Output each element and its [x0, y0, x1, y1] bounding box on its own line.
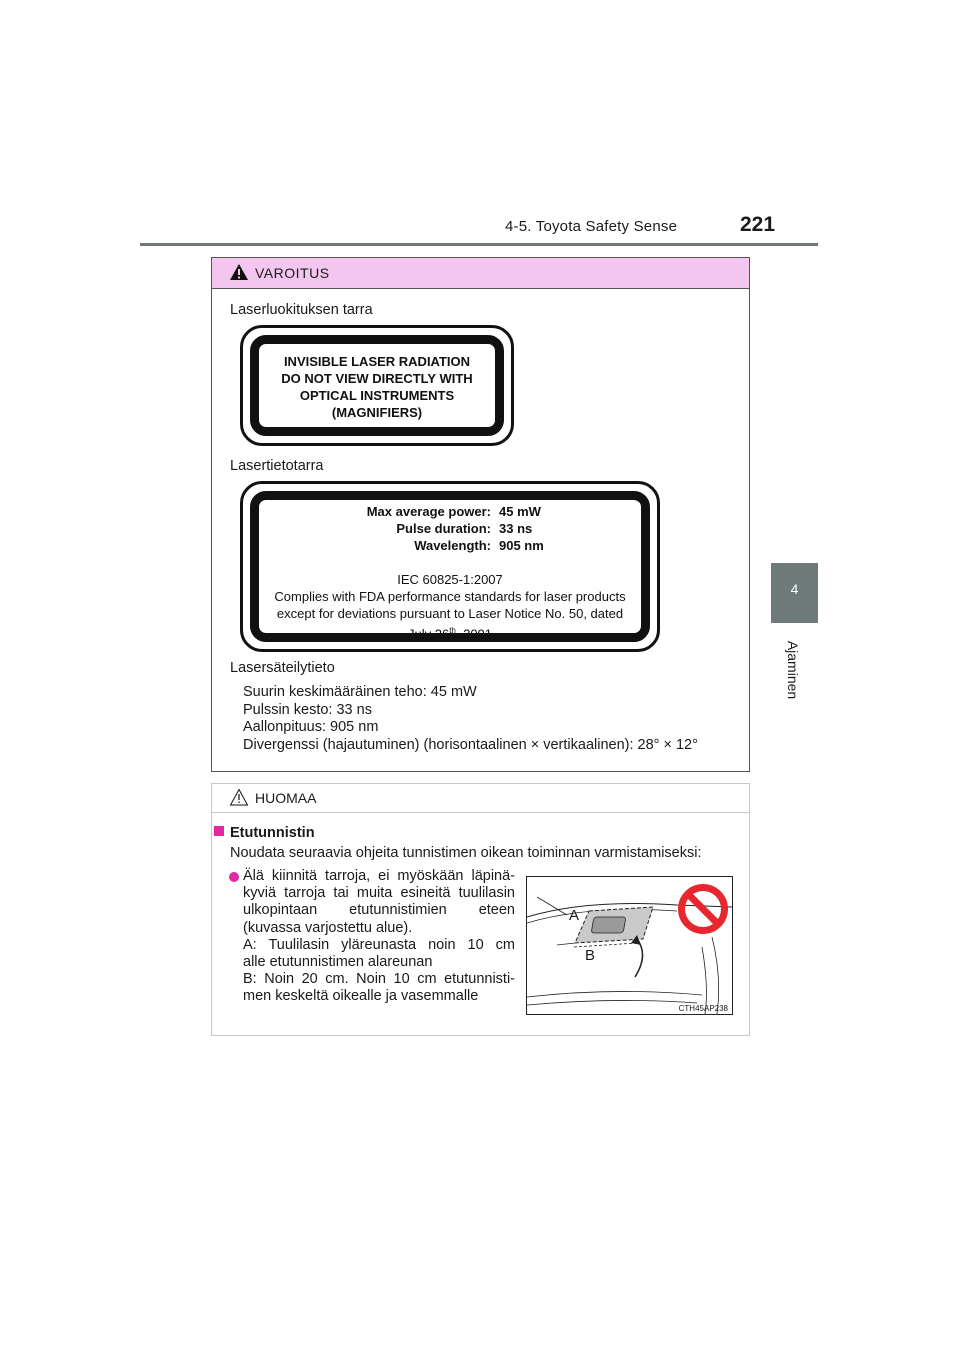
prohibited-icon — [677, 883, 729, 935]
sensor-area-illustration — [526, 876, 733, 1015]
label1-line: DO NOT VIEW DIRECTLY WITH — [281, 371, 473, 386]
figure-label-a: A — [569, 907, 580, 924]
label1-line: OPTICAL INSTRUMENTS — [299, 388, 455, 403]
info-line: Suurin keskimääräinen teho: 45 mW — [243, 684, 477, 700]
chapter-label: Ajaminen — [785, 640, 801, 700]
figure-code: CTH45AP238 — [678, 1004, 728, 1013]
label1-line: (MAGNIFIERS) — [331, 405, 423, 420]
notice-intro: Noudata seuraavia ohjeita tunnistimen oikean toiminnan varmistamiseksi: — [230, 845, 702, 861]
laser-warning-label — [240, 325, 514, 446]
info-caption: Lasersäteilytieto — [230, 660, 335, 676]
date-line: July 26th, 2001 — [407, 626, 493, 642]
warning-header — [212, 258, 749, 289]
laser-info-label — [240, 481, 660, 652]
info-line: Pulssin kesto: 33 ns — [243, 701, 372, 718]
caution-triangle-icon — [229, 788, 249, 806]
spec-row: Max average power: 45 mW — [366, 504, 541, 519]
label2-caption: Lasertietotarra — [230, 458, 324, 474]
notice-title: HUOMAA — [255, 790, 317, 806]
page-number: 221 — [740, 213, 776, 236]
bullet-text: Älä kiinnitä tarroja, ei myöskään läpinä- kyviä tarroja tai muita esineitä tuulilasin ulkopintaan etutunnistimien eteen (kuvassa varjostettu alue). A: Tuulilasin yläreunasta noin 10 cm alle etutunnistimen alareunan B: Noin 20 cm. Noin 10 cm etutunnisti- men keskeltä oikealle ja vasemmalle — [243, 868, 515, 1005]
section-title: 4-5. Toyota Safety Sense — [505, 218, 678, 235]
figure-label-b: B — [585, 947, 596, 964]
chapter-tab[interactable] — [771, 563, 818, 623]
chapter-number: 4 — [790, 581, 799, 597]
spec-row: Pulse duration: 33 ns — [396, 521, 533, 536]
standard-line: IEC 60825-1:2007 — [397, 572, 503, 587]
round-bullet-icon — [229, 872, 239, 882]
info-line: Divergenssi (hajautuminen) (horisontaalinen × vertikaalinen): 28° × 12° — [243, 736, 698, 753]
warning-title: VAROITUS — [255, 265, 330, 281]
info-list — [243, 684, 698, 754]
square-bullet-icon — [214, 826, 224, 836]
notice-heading: Etutunnistin — [214, 825, 315, 841]
header-divider — [140, 243, 818, 246]
spec-row: Wavelength: 905 nm — [414, 538, 544, 553]
notice-header — [212, 784, 749, 813]
label1-line: INVISIBLE LASER RADIATION — [283, 354, 471, 369]
label1-caption: Laserluokituksen tarra — [230, 302, 373, 318]
warning-triangle-icon — [229, 263, 249, 281]
comply-line: except for deviations pursuant to Laser Notice No. 50, dated — [276, 606, 624, 621]
comply-line: Complies with FDA performance standards for laser products — [274, 589, 626, 604]
info-line: Aallonpituus: 905 nm — [243, 719, 379, 735]
